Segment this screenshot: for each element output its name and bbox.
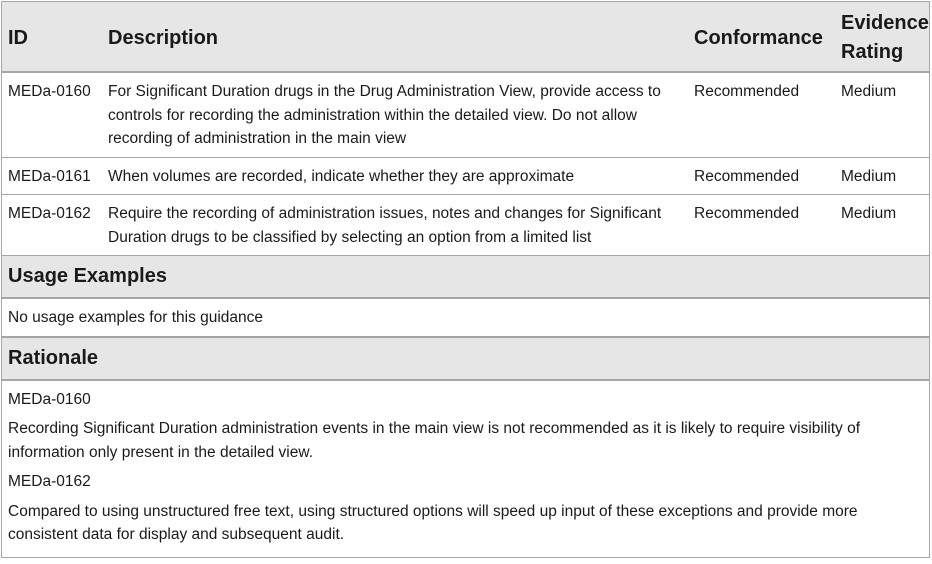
rationale-body [2,381,929,557]
row-conformance: Recommended [694,72,841,157]
usage-examples-heading: Usage Examples [2,256,929,299]
row-conformance: Recommended [694,195,841,256]
rationale-item-id: MEDa-0160 [8,390,91,408]
column-header-id: ID [2,2,108,72]
guidance-document [1,1,930,558]
evidence-header-line1: Evidence [841,12,929,34]
rationale-heading: Rationale [2,336,929,381]
rationale-item-text: Recording Significant Duration administration events in the main view is not recommended as it is likely to require visibility of information only present in the detailed view. [8,420,861,461]
column-header-conformance: Conformance [694,2,841,72]
row-id: MEDa-0162 [2,195,108,256]
guidance-table [2,2,929,256]
table-header-row [2,2,929,72]
usage-examples-text: No usage examples for this guidance [8,309,264,326]
evidence-header-line2: Rating [841,41,904,63]
rationale-item-text: Compared to using unstructured free text, using structured options will speed up input of these exceptions and provide more consistent data for display and subsequent audit. [8,502,858,543]
row-description: When volumes are recorded, indicate whether they are approximate [108,157,694,195]
row-id: MEDa-0160 [2,72,108,157]
table-row [2,195,929,256]
row-evidence-rating: Medium [841,72,929,157]
row-evidence-rating: Medium [841,195,929,256]
table-row [2,72,929,157]
row-conformance: Recommended [694,157,841,195]
column-header-evidence-rating [841,2,929,72]
row-description: Require the recording of administration issues, notes and changes for Significant Duration drugs to be classified by selecting an option from a limited list [108,195,694,256]
row-evidence-rating: Medium [841,157,929,195]
row-id: MEDa-0161 [2,157,108,195]
column-header-description: Description [108,2,694,72]
rationale-item-id: MEDa-0162 [8,473,91,490]
row-description: For Significant Duration drugs in the Drug Administration View, provide access to controls for recording the administration within the detailed view. Do not allow recording of administration in the main view [108,72,694,157]
table-row [2,157,929,195]
